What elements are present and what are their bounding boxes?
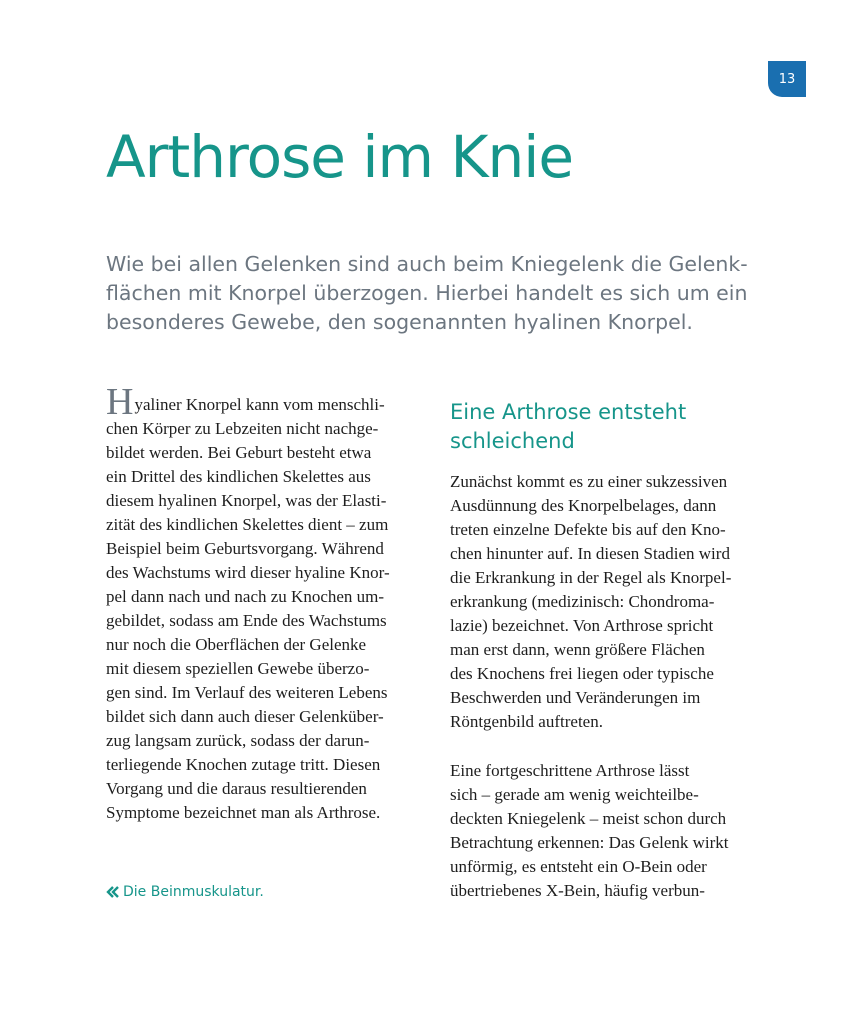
page-number-badge: 13	[768, 61, 806, 97]
body-line: die Erkrankung in der Regel als Knorpel-	[450, 568, 732, 587]
body-line: pel dann nach und nach zu Knochen um-	[106, 587, 385, 606]
body-line: des Wachstums wird dieser hyaline Knor-	[106, 563, 390, 582]
right-paragraph-1	[450, 470, 770, 734]
body-line: zität des kindlichen Skelettes dient – zum	[106, 515, 389, 534]
right-paragraph-2	[450, 759, 770, 903]
body-line: gen sind. Im Verlauf des weiteren Lebens	[106, 683, 388, 702]
body-line: Symptome bezeichnet man als Arthrose.	[106, 803, 381, 822]
section-subheading	[450, 398, 686, 456]
body-line: bildet werden. Bei Geburt besteht etwa	[106, 443, 372, 462]
body-line: nur noch die Oberflächen der Gelenke	[106, 635, 367, 654]
body-line: diesem hyalinen Knorpel, was der Elasti-	[106, 491, 387, 510]
intro-line: besonderes Gewebe, den sogenannten hyalinen Knorpel.	[106, 310, 693, 334]
body-line: terliegende Knochen zutage tritt. Diesen	[106, 755, 381, 774]
page-title: Arthrose im Knie	[106, 123, 574, 191]
body-line: treten einzelne Defekte bis auf den Kno-	[450, 520, 726, 539]
body-line: chen Körper zu Lebzeiten nicht nachge-	[106, 419, 379, 438]
caption-text: Die Beinmuskulatur.	[123, 884, 264, 900]
body-line: Röntgenbild auftreten.	[450, 712, 603, 731]
body-line: zug langsam zurück, sodass der darun-	[106, 731, 370, 750]
subheading-line: schleichend	[450, 429, 575, 453]
body-line: unförmig, es entsteht ein O-Bein oder	[450, 857, 707, 876]
figure-caption	[106, 882, 264, 902]
body-line-first	[106, 381, 426, 423]
body-line: man erst dann, wenn größere Flächen	[450, 640, 705, 659]
body-line: sich – gerade am wenig weichteilbe-	[450, 785, 699, 804]
body-line: lazie) bezeichnet. Von Arthrose spricht	[450, 616, 714, 635]
body-line: mit diesem speziellen Gewebe überzo-	[106, 659, 370, 678]
body-line: gebildet, sodass am Ende des Wachstums	[106, 611, 387, 630]
intro-paragraph	[106, 250, 746, 337]
body-line: ein Drittel des kindlichen Skelettes aus	[106, 467, 371, 486]
body-line: Vorgang und die daraus resultierenden	[106, 779, 367, 798]
intro-line: flächen mit Knorpel überzogen. Hierbei handelt es sich um ein	[106, 281, 748, 305]
drop-cap: H	[106, 381, 134, 423]
body-line: bildet sich dann auch dieser Gelenküber-	[106, 707, 384, 726]
body-line: erkrankung (medizinisch: Chondroma-	[450, 592, 715, 611]
body-line: Eine fortgeschrittene Arthrose lässt	[450, 761, 690, 780]
body-line: des Knochens frei liegen oder typische	[450, 664, 714, 683]
subheading-line: Eine Arthrose entsteht	[450, 400, 687, 424]
body-line: Beschwerden und Veränderungen im	[450, 688, 701, 707]
body-line: Beispiel beim Geburtsvorgang. Während	[106, 539, 384, 558]
double-chevron-left-icon	[106, 886, 120, 898]
body-line: Ausdünnung des Knorpelbelages, dann	[450, 496, 717, 515]
body-line: yaliner Knorpel kann vom menschli-	[134, 395, 385, 414]
body-line: Zunächst kommt es zu einer sukzessiven	[450, 472, 728, 491]
body-line: chen hinunter auf. In diesen Stadien wird	[450, 544, 730, 563]
body-line: Betrachtung erkennen: Das Gelenk wirkt	[450, 833, 729, 852]
intro-line: Wie bei allen Gelenken sind auch beim Kniegelenk die Gelenk-	[106, 252, 748, 276]
body-line: übertriebenes X-Bein, häufig verbun-	[450, 881, 705, 900]
left-column-text	[106, 381, 426, 825]
body-line: deckten Kniegelenk – meist schon durch	[450, 809, 727, 828]
